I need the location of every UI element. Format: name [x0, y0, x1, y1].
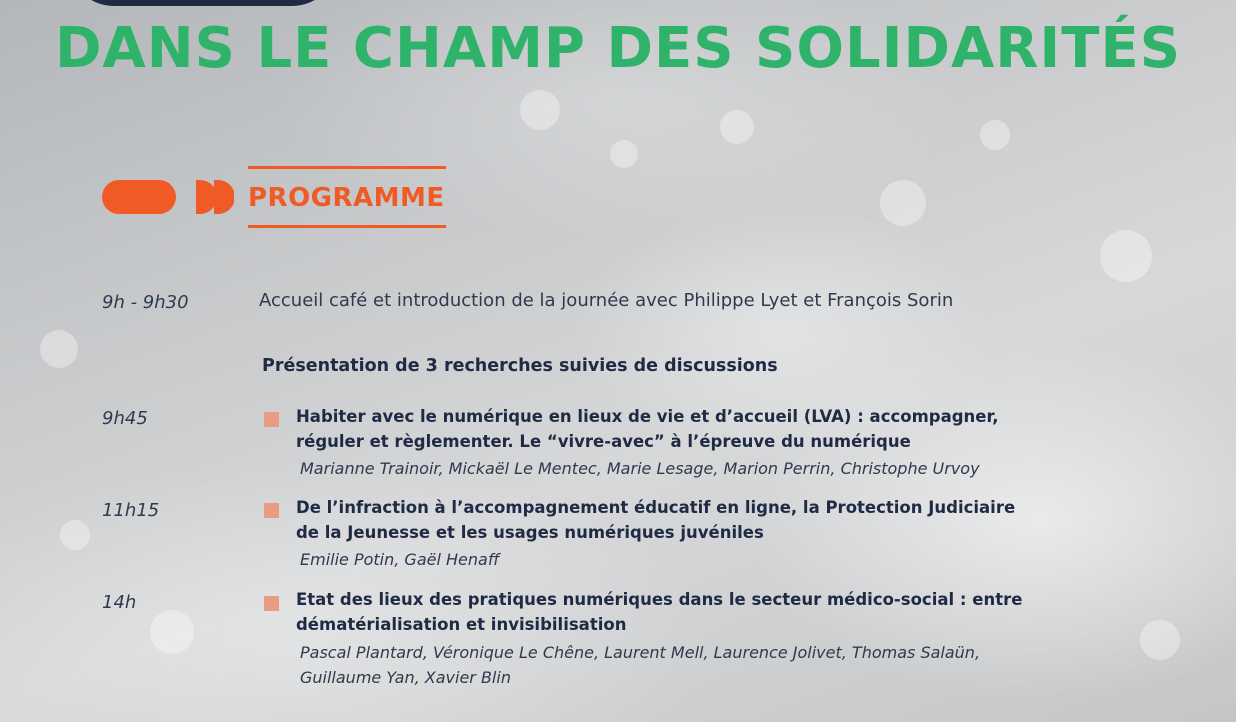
square-bullet-icon [264, 596, 279, 611]
session-authors: Emilie Potin, Gaël Henaff [300, 550, 500, 569]
bokeh-dot [610, 140, 638, 168]
orange-pill-shape [102, 180, 176, 214]
double-chevron-icon [194, 180, 234, 214]
session-title-line: Etat des lieux des pratiques numériques dans le secteur médico-social : entre [296, 590, 1023, 609]
programme-label: PROGRAMME [248, 183, 445, 213]
intro-text: Accueil café et introduction de la journée avec Philippe Lyet et François Sorin [259, 290, 954, 311]
bokeh-dot [150, 610, 194, 654]
session-authors-line: Pascal Plantard, Véronique Le Chêne, Laurent Mell, Laurence Jolivet, Thomas Salaün, [300, 643, 981, 662]
session-time: 11h15 [102, 500, 160, 521]
bokeh-dot [1140, 620, 1180, 660]
sessions-subheading: Présentation de 3 recherches suivies de discussions [262, 356, 778, 376]
programme-heading [248, 166, 446, 228]
session-authors: Marianne Trainoir, Mickaël Le Mentec, Marie Lesage, Marion Perrin, Christophe Urvoy [300, 459, 980, 478]
session-title-line: réguler et règlementer. Le “vivre-avec” à l’épreuve du numérique [296, 432, 911, 451]
session-title-line: de la Jeunesse et les usages numériques juvéniles [296, 523, 764, 542]
square-bullet-icon [264, 412, 279, 427]
session-time: 9h45 [102, 408, 148, 429]
bokeh-dot [1100, 230, 1152, 282]
session-title [296, 495, 1036, 545]
session-authors-line: Guillaume Yan, Xavier Blin [300, 668, 511, 687]
session-time: 14h [102, 592, 137, 613]
session-authors [300, 640, 1020, 690]
bokeh-dot [880, 180, 926, 226]
session-title-line: dématérialisation et invisibilisation [296, 615, 627, 634]
bokeh-dot [980, 120, 1010, 150]
bokeh-dot [60, 520, 90, 550]
page-title: DANS LE CHAMP DES SOLIDARITÉS [54, 16, 1182, 81]
square-bullet-icon [264, 503, 279, 518]
top-decorative-arc [68, 0, 338, 6]
session-title [296, 587, 1036, 637]
session-title-line: De l’infraction à l’accompagnement éducatif en ligne, la Protection Judiciaire [296, 498, 1016, 517]
bokeh-dot [40, 330, 78, 368]
bokeh-dot [720, 110, 754, 144]
bokeh-dot [520, 90, 560, 130]
session-title-line: Habiter avec le numérique en lieux de vie et d’accueil (LVA) : accompagner, [296, 407, 999, 426]
intro-time: 9h - 9h30 [102, 292, 189, 313]
session-title [296, 404, 1036, 454]
